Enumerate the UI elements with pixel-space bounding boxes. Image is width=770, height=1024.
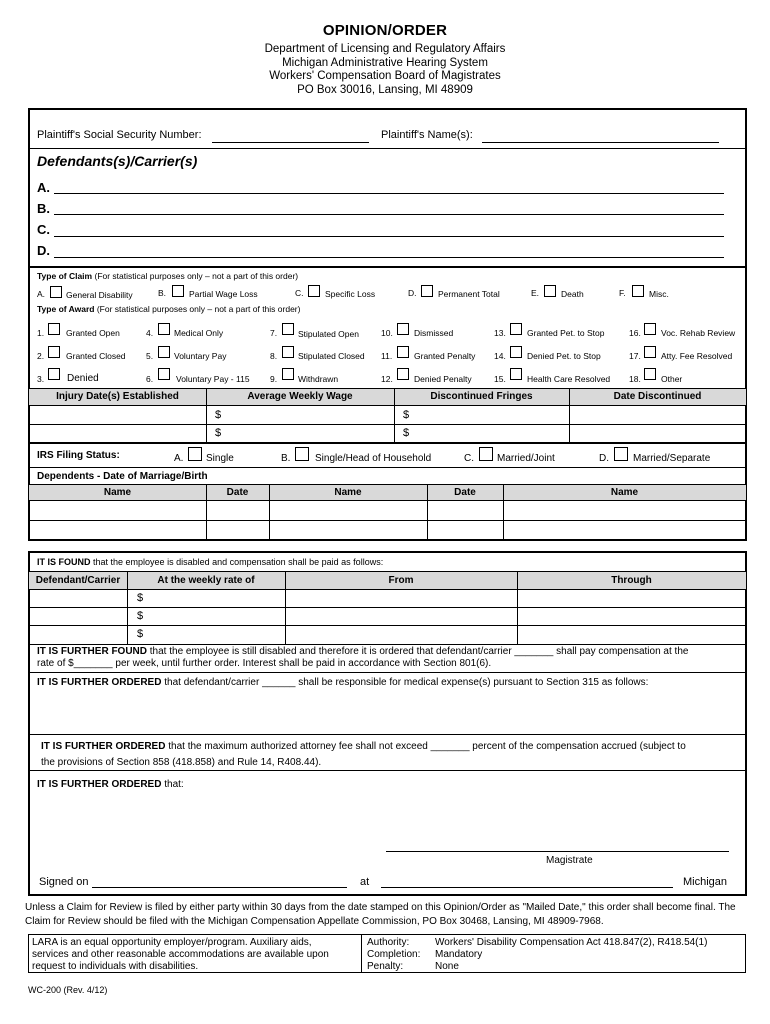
ordered-medical-text: that defendant/carrier ______ shall be responsible for medical expense(s) pursuant to Section 315 as follows: bbox=[164, 677, 649, 688]
penalty-value: None bbox=[435, 961, 459, 972]
form-header bbox=[0, 22, 770, 97]
ordered-fee-statement bbox=[41, 741, 686, 752]
award-14-checkbox[interactable] bbox=[510, 346, 522, 358]
weekly-rate-header: At the weekly rate of bbox=[157, 575, 255, 586]
agency-line: Department of Licensing and Regulatory Affairs bbox=[264, 43, 506, 55]
divider bbox=[29, 467, 746, 468]
further-found-text: that the employee is still disabled and therefore it is ordered that defendant/carrier _______ shall pay compensation at the bbox=[149, 646, 689, 657]
completion-label: Completion: bbox=[367, 949, 421, 960]
dependents-title: Dependents - Date of Marriage/Birth bbox=[37, 471, 208, 482]
claim-c-checkbox[interactable] bbox=[308, 285, 320, 297]
divider bbox=[29, 672, 746, 673]
defendant-letter-d: D. bbox=[37, 243, 50, 258]
award-7-label: Stipulated Open bbox=[298, 329, 359, 339]
divider bbox=[29, 770, 746, 771]
award-11-label: Granted Penalty bbox=[414, 351, 476, 361]
award-8-checkbox[interactable] bbox=[282, 346, 294, 358]
defendant-b-field[interactable] bbox=[54, 203, 724, 215]
dependent-name-header-1: Name bbox=[103, 487, 132, 498]
irs-a-label: Single bbox=[206, 453, 234, 464]
claim-option-b-label: Partial Wage Loss bbox=[189, 289, 258, 299]
award-7-checkbox[interactable] bbox=[282, 323, 294, 335]
award-1-num: 1. bbox=[37, 328, 45, 338]
award-5-label: Voluntary Pay bbox=[174, 351, 227, 361]
at-label: at bbox=[360, 876, 370, 888]
claim-option-d-letter: D. bbox=[408, 288, 417, 298]
claim-option-c-letter: C. bbox=[295, 288, 304, 298]
fringes-dollar-1: $ bbox=[403, 409, 410, 421]
avg-weekly-wage-header: Average Weekly Wage bbox=[247, 391, 353, 402]
divider bbox=[29, 405, 746, 406]
divider bbox=[29, 644, 746, 645]
claim-type-label: Type of Claim bbox=[37, 271, 93, 281]
claim-type-note: (For statistical purposes only – not a part of this order) bbox=[94, 271, 299, 281]
award-11-num: 11. bbox=[381, 351, 393, 361]
injury-date-header: Injury Date(s) Established bbox=[56, 391, 179, 402]
award-13-checkbox[interactable] bbox=[510, 323, 522, 335]
eeo-line-2: services and other reasonable accommodations are available upon bbox=[32, 949, 329, 960]
wage-dollar-2: $ bbox=[215, 427, 222, 439]
claim-d-checkbox[interactable] bbox=[421, 285, 433, 297]
dependent-name-header-3: Name bbox=[610, 487, 639, 498]
irs-c-label: Married/Joint bbox=[497, 453, 555, 464]
further-found-statement bbox=[37, 646, 688, 657]
signed-at-field[interactable] bbox=[381, 876, 673, 888]
divider bbox=[29, 442, 746, 444]
irs-c-letter: C. bbox=[464, 453, 474, 464]
divider bbox=[29, 424, 746, 425]
award-17-num: 17. bbox=[629, 351, 641, 361]
irs-status-label: IRS Filing Status: bbox=[37, 450, 120, 461]
ordered-other-bold: IT IS FURTHER ORDERED bbox=[37, 779, 162, 790]
award-17-label: Atty. Fee Resolved bbox=[661, 351, 733, 361]
award-2-num: 2. bbox=[37, 351, 45, 361]
system-line: Michigan Administrative Hearing System bbox=[282, 56, 488, 69]
irs-b-label: Single/Head of Household bbox=[315, 453, 432, 464]
ordered-medical-bold: IT IS FURTHER ORDERED bbox=[37, 677, 162, 688]
award-12-checkbox[interactable] bbox=[397, 368, 409, 380]
defendant-c-field[interactable] bbox=[54, 225, 724, 237]
claim-option-f-letter: F. bbox=[619, 288, 626, 298]
award-16-label: Voc. Rehab Review bbox=[661, 328, 736, 338]
ordered-fee-text: that the maximum authorized attorney fee shall not exceed _______ percent of the compensation accrued (subject to bbox=[168, 741, 686, 752]
award-3-label: Denied bbox=[67, 373, 99, 384]
eeo-line-1: LARA is an equal opportunity employer/program. Auxiliary aids, bbox=[32, 937, 312, 948]
form-id: WC-200 (Rev. 4/12) bbox=[28, 985, 108, 995]
award-6-checkbox[interactable] bbox=[158, 368, 170, 380]
award-18-num: 18. bbox=[629, 374, 641, 384]
irs-married-separate-checkbox[interactable] bbox=[614, 447, 628, 461]
board-line: Workers' Compensation Board of Magistrates bbox=[269, 70, 501, 83]
defendant-a-field[interactable] bbox=[54, 182, 724, 194]
signed-on-field[interactable] bbox=[92, 876, 347, 888]
award-type-note: (For statistical purposes only – not a part of this order) bbox=[96, 304, 301, 314]
divider bbox=[29, 571, 746, 572]
claim-option-f-label: Misc. bbox=[649, 289, 669, 299]
award-1-label: Granted Open bbox=[66, 328, 120, 338]
divider bbox=[29, 734, 746, 735]
date-discontinued-header: Date Discontinued bbox=[613, 391, 702, 402]
claim-option-d-label: Permanent Total bbox=[438, 289, 500, 299]
award-13-label: Granted Pet. to Stop bbox=[527, 328, 605, 338]
award-8-label: Stipulated Closed bbox=[298, 351, 365, 361]
dependent-date-header-2: Date bbox=[454, 487, 476, 498]
ordered-other-text: that: bbox=[164, 779, 184, 790]
review-notice-line-2: Claim for Review should be filed with the Michigan Compensation Appellate Commission, PO Box 30468, Lansing, MI 48909-7968. bbox=[25, 916, 604, 927]
award-18-checkbox[interactable] bbox=[644, 368, 656, 380]
ordered-medical-statement bbox=[37, 677, 648, 688]
award-2-checkbox[interactable] bbox=[48, 346, 60, 358]
award-16-num: 16. bbox=[629, 328, 641, 338]
award-8-num: 8. bbox=[270, 351, 278, 361]
award-13-num: 13. bbox=[494, 328, 506, 338]
divider bbox=[29, 148, 746, 149]
magistrate-label: Magistrate bbox=[546, 855, 593, 866]
award-6-num: 6. bbox=[146, 374, 154, 384]
ordered-fee-bold: IT IS FURTHER ORDERED bbox=[41, 741, 166, 752]
award-18-label: Other bbox=[661, 374, 683, 384]
award-15-num: 15. bbox=[494, 374, 506, 384]
irs-head-household-checkbox[interactable] bbox=[295, 447, 309, 461]
defendant-d-field[interactable] bbox=[54, 246, 724, 258]
award-7-num: 7. bbox=[270, 328, 278, 338]
found-bold: IT IS FOUND bbox=[37, 557, 91, 567]
fringes-dollar-2: $ bbox=[403, 427, 410, 439]
irs-single-checkbox[interactable] bbox=[188, 447, 202, 461]
award-2-label: Granted Closed bbox=[66, 351, 126, 361]
award-14-num: 14. bbox=[494, 351, 506, 361]
claim-a-checkbox[interactable] bbox=[50, 286, 62, 298]
rate-dollar-2: $ bbox=[137, 610, 144, 622]
award-14-label: Denied Pet. to Stop bbox=[527, 351, 601, 361]
irs-d-letter: D. bbox=[599, 453, 609, 464]
award-12-label: Denied Penalty bbox=[414, 374, 472, 384]
award-type-heading bbox=[37, 304, 300, 314]
completion-value: Mandatory bbox=[435, 949, 483, 960]
found-statement bbox=[37, 557, 383, 567]
claim-option-a-letter: A. bbox=[37, 289, 46, 299]
award-11-checkbox[interactable] bbox=[397, 346, 409, 358]
award-4-label: Medical Only bbox=[174, 328, 224, 338]
review-notice-line-1: Unless a Claim for Review is filed by either party within 30 days from the date stamped on this Opinion/Order as "Mailed Date," this order shall become final. The bbox=[25, 902, 736, 913]
award-3-checkbox[interactable] bbox=[48, 368, 60, 380]
signed-on-label: Signed on bbox=[39, 876, 89, 888]
page-title: OPINION/ORDER bbox=[322, 22, 448, 39]
wage-dollar-1: $ bbox=[215, 409, 222, 421]
rate-dollar-1: $ bbox=[137, 592, 144, 604]
award-6-label: Voluntary Pay - 115 bbox=[176, 374, 250, 384]
award-12-num: 12. bbox=[381, 374, 393, 384]
irs-d-label: Married/Separate bbox=[633, 453, 711, 464]
claim-option-e-letter: E. bbox=[531, 288, 540, 298]
ssn-label: Plaintiff's Social Security Number: bbox=[37, 129, 202, 141]
award-4-num: 4. bbox=[146, 328, 154, 338]
defendant-letter-a: A. bbox=[37, 180, 50, 195]
claim-f-checkbox[interactable] bbox=[632, 285, 644, 297]
rate-dollar-3: $ bbox=[137, 628, 144, 640]
defendant-letter-b: B. bbox=[37, 201, 50, 216]
claim-e-checkbox[interactable] bbox=[544, 285, 556, 297]
ordered-fee-text-2: the provisions of Section 858 (418.858) and Rule 14, R408.44). bbox=[41, 757, 322, 768]
dependent-name-header-2: Name bbox=[334, 487, 362, 498]
ordered-other-statement bbox=[37, 779, 184, 790]
ssn-field[interactable] bbox=[212, 131, 369, 143]
award-type-label: Type of Award bbox=[37, 304, 95, 314]
defendant-carrier-header: Defendant/Carrier bbox=[35, 575, 121, 586]
further-found-bold: IT IS FURTHER FOUND bbox=[37, 646, 147, 657]
award-9-label: Withdrawn bbox=[298, 374, 339, 384]
divider bbox=[29, 520, 746, 521]
defendant-letter-c: C. bbox=[37, 222, 50, 237]
award-9-checkbox[interactable] bbox=[282, 368, 294, 380]
award-3-num: 3. bbox=[37, 374, 45, 384]
award-1-checkbox[interactable] bbox=[48, 323, 60, 335]
irs-b-letter: B. bbox=[281, 453, 291, 464]
claim-option-b-letter: B. bbox=[158, 288, 167, 298]
authority-value: Workers' Disability Compensation Act 418.847(2), R418.54(1) bbox=[435, 937, 708, 948]
michigan-label: Michigan bbox=[683, 876, 728, 888]
divider bbox=[29, 266, 746, 268]
award-17-checkbox[interactable] bbox=[644, 346, 656, 358]
eeo-line-3: request to individuals with disabilities. bbox=[32, 961, 199, 972]
further-found-text-2: rate of $_______ per week, until further order. Interest shall be paid in accordance with Section 801(6). bbox=[37, 658, 492, 669]
claim-option-c-label: Specific Loss bbox=[325, 289, 376, 299]
divider bbox=[29, 625, 746, 626]
from-header: From bbox=[388, 575, 414, 586]
award-15-label: Health Care Resolved bbox=[527, 374, 611, 384]
found-text: that the employee is disabled and compensation shall be paid as follows: bbox=[93, 557, 384, 567]
through-header: Through bbox=[611, 575, 652, 586]
col-divider bbox=[361, 934, 362, 973]
magistrate-signature-field[interactable] bbox=[386, 840, 729, 852]
divider bbox=[29, 500, 746, 501]
award-9-num: 9. bbox=[270, 374, 278, 384]
award-5-num: 5. bbox=[146, 351, 154, 361]
award-4-checkbox[interactable] bbox=[158, 323, 170, 335]
claim-option-a-label: General Disability bbox=[66, 290, 133, 300]
award-5-checkbox[interactable] bbox=[158, 346, 170, 358]
claim-option-e-label: Death bbox=[561, 289, 584, 299]
address-line: PO Box 30016, Lansing, MI 48909 bbox=[297, 83, 473, 96]
divider bbox=[29, 607, 746, 608]
irs-married-joint-checkbox[interactable] bbox=[479, 447, 493, 461]
award-15-checkbox[interactable] bbox=[510, 368, 522, 380]
claim-type-heading bbox=[37, 271, 298, 281]
penalty-label: Penalty: bbox=[367, 961, 404, 972]
award-10-label: Dismissed bbox=[414, 328, 454, 338]
divider bbox=[29, 388, 746, 389]
dependent-date-header-1: Date bbox=[226, 487, 249, 498]
plaintiff-name-label: Plaintiff's Name(s): bbox=[381, 129, 473, 141]
defendants-title: Defendants(s)/Carrier(s) bbox=[37, 153, 198, 169]
irs-a-letter: A. bbox=[174, 453, 184, 464]
divider bbox=[29, 589, 746, 590]
divider bbox=[29, 484, 746, 485]
plaintiff-name-field[interactable] bbox=[482, 131, 719, 143]
authority-label: Authority: bbox=[367, 937, 410, 948]
claim-b-checkbox[interactable] bbox=[172, 285, 184, 297]
award-10-checkbox[interactable] bbox=[397, 323, 409, 335]
award-16-checkbox[interactable] bbox=[644, 323, 656, 335]
award-10-num: 10. bbox=[381, 328, 393, 338]
discontinued-fringes-header: Discontinued Fringes bbox=[430, 391, 533, 402]
